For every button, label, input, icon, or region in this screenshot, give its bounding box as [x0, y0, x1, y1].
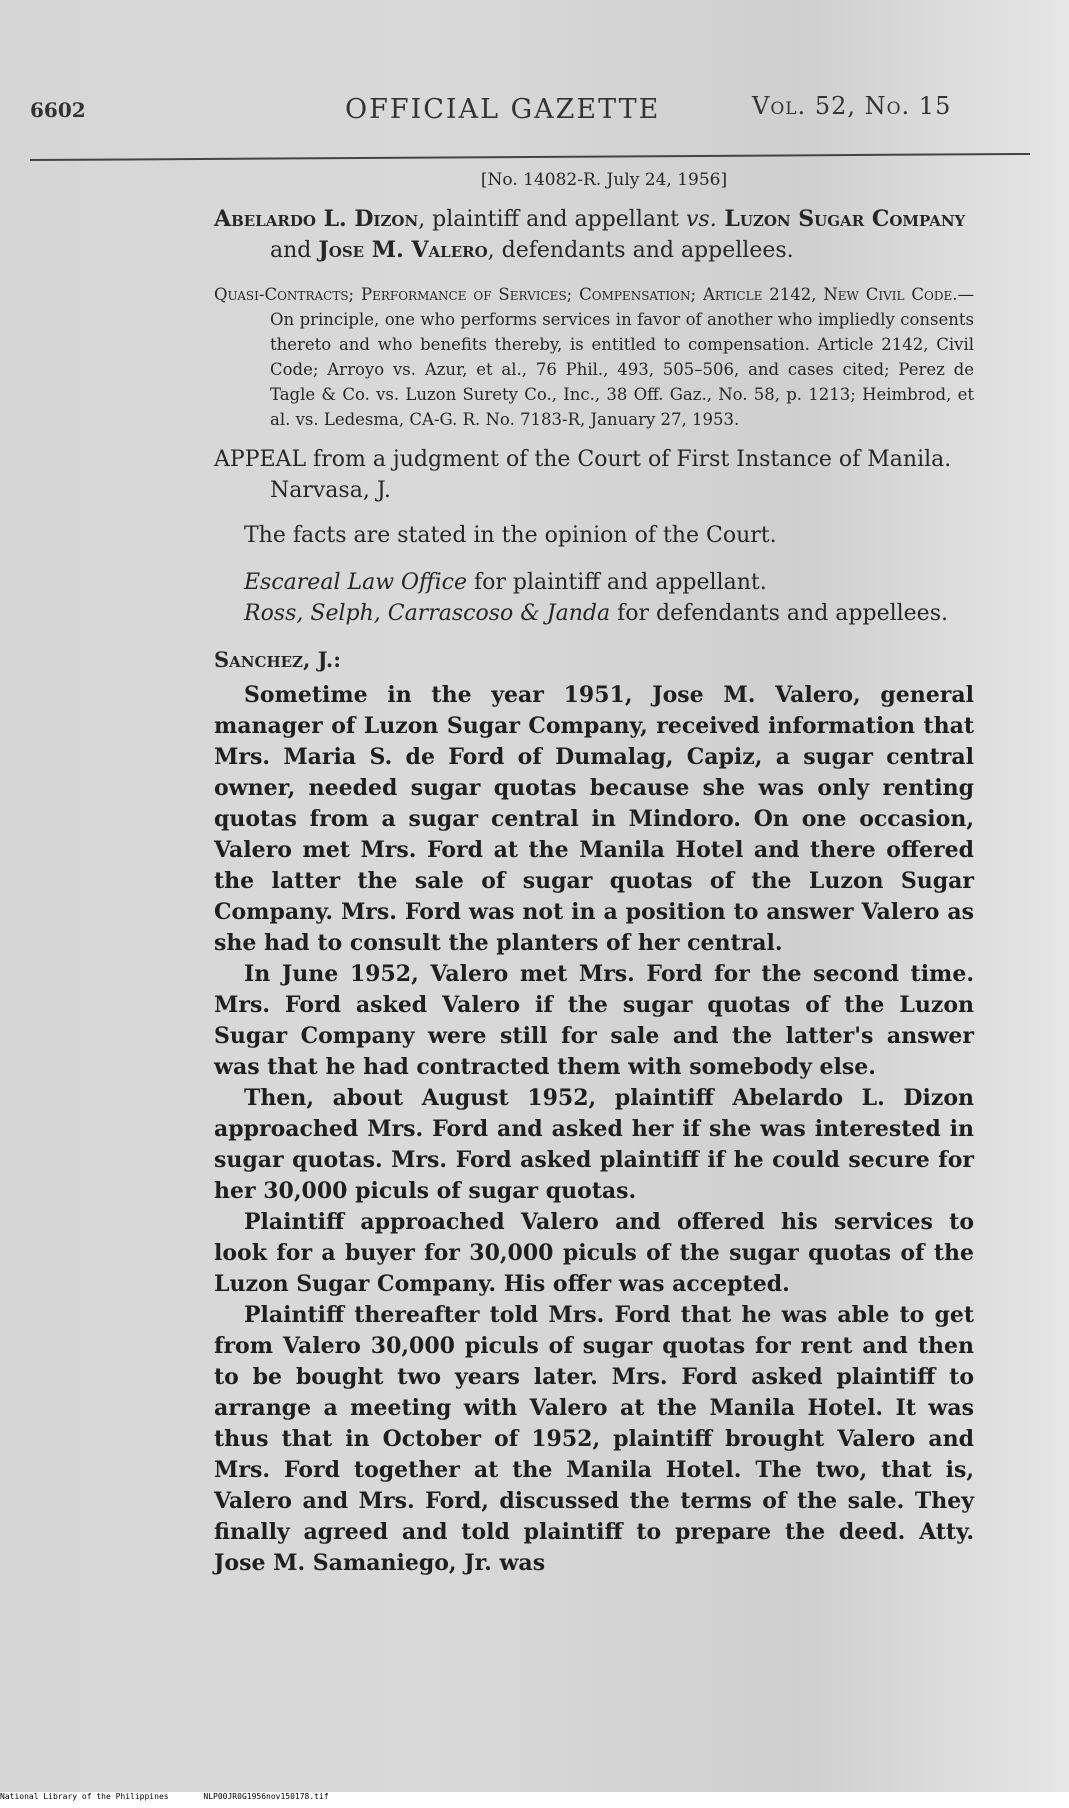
defendant-counsel [214, 598, 974, 629]
appeal-line [214, 444, 974, 506]
case-content [214, 170, 974, 1579]
plaintiff-role: , plaintiff and appellant [418, 207, 686, 232]
appeal-lead: APPEAL [214, 447, 307, 472]
counsel-block [214, 567, 974, 629]
plaintiff-counsel [214, 567, 974, 598]
publication-title: OFFICIAL GAZETTE [345, 94, 661, 125]
defendant-counsel-firm: Ross, Selph, Carrascoso & Janda [244, 601, 611, 626]
opinion-paragraph: In June 1952, Valero met Mrs. Ford for the second time. Mrs. Ford asked Valero if the sugar quotas of the Luzon Sugar Company were still for sale and the latter's answer was that he had contracted them with somebody else. [214, 961, 974, 1080]
plaintiff-name: Abelardo L. Dizon [214, 206, 419, 232]
footer-file: NLP00JR0G1956nov150178.tif [203, 1792, 329, 1801]
plaintiff-counsel-firm: Escareal Law Office [244, 570, 468, 595]
and-conjunction: and [270, 238, 319, 263]
case-parties [214, 204, 974, 266]
defendant-company: Luzon Sugar Company [716, 206, 966, 232]
defendant-role: , defendants and appellees. [487, 238, 794, 263]
footer-library: National Library of the Philippines [0, 1792, 169, 1801]
syllabus-heading: Quasi-Contracts; Performance of Services; Compensation; Article 2142, New Civil Code. [214, 285, 958, 304]
appeal-text: from a judgment of the Court of First Instance of Manila. Narvasa, J. [270, 447, 952, 503]
opinion-paragraph: Then, about August 1952, plaintiff Abelardo L. Dizon approached Mrs. Ford and asked her if she was interested in sugar quotas. Mrs. Ford asked plaintiff if he could secure for her 30,000 piculs of sugar quotas. [214, 1085, 974, 1204]
syllabus-text: —On principle, one who performs services in favor of another who impliedly consents thereto and who benefits thereby, is entitled to compensation. Article 2142, Civil Code; Arroyo vs. Azur, et al., 76 Phil., 493, 505–506, and cases cited; Perez de Tagle & Co. vs. Luzon Surety Co., Inc., 38 Off. Gaz., No. 58, p. 1213; Heimbrod, et al. vs. Ledesma, CA-G. R. No. 7183-R, January 27, 1953. [270, 285, 974, 429]
versus: vs. [685, 207, 717, 232]
ponente: Sanchez, J.: [214, 647, 341, 672]
facts-statement: The facts are stated in the opinion of the Court. [244, 523, 777, 548]
opinion-paragraph: Sometime in the year 1951, Jose M. Valero, general manager of Luzon Sugar Company, received information that Mrs. Maria S. de Ford of Dumalag, Capiz, a sugar central owner, needed sugar quotas because she was only renting quotas from a sugar central in Mindoro. On one occasion, Valero met Mrs. Ford at the Manila Hotel and there offered the latter the sale of sugar quotas of the Luzon Sugar Company. Mrs. Ford was not in a position to answer Valero as she had to consult the planters of her central. [214, 682, 974, 956]
page-number: 6602 [30, 98, 86, 122]
syllabus [214, 282, 974, 432]
opinion-paragraph: Plaintiff thereafter told Mrs. Ford that he was able to get from Valero 30,000 piculs of sugar quotas for rent and then to be bought two years later. Mrs. Ford asked plaintiff to arrange a meeting with Valero at the Manila Hotel. It was thus that in October of 1952, plaintiff brought Valero and Mrs. Ford together at the Manila Hotel. The two, that is, Valero and Mrs. Ford, discussed the terms of the sale. They finally agreed and told plaintiff to prepare the deed. Atty. Jose M. Samaniego, Jr. was [214, 1302, 974, 1576]
plaintiff-counsel-text: for plaintiff and appellant. [467, 570, 767, 595]
case-number: [No. 14082-R. July 24, 1956] [480, 170, 728, 190]
defendant-counsel-text: for defendants and appellees. [610, 601, 948, 626]
page-header [30, 92, 1030, 138]
header-rule [30, 153, 1030, 161]
defendant-name: Jose M. Valero [318, 237, 488, 263]
volume-number: Vol. 52, No. 15 [752, 92, 952, 120]
scan-footer [0, 1792, 1069, 1808]
opinion-paragraph: Plaintiff approached Valero and offered his services to look for a buyer for 30,000 piculs of the sugar quotas of the Luzon Sugar Company. His offer was accepted. [214, 1209, 974, 1297]
